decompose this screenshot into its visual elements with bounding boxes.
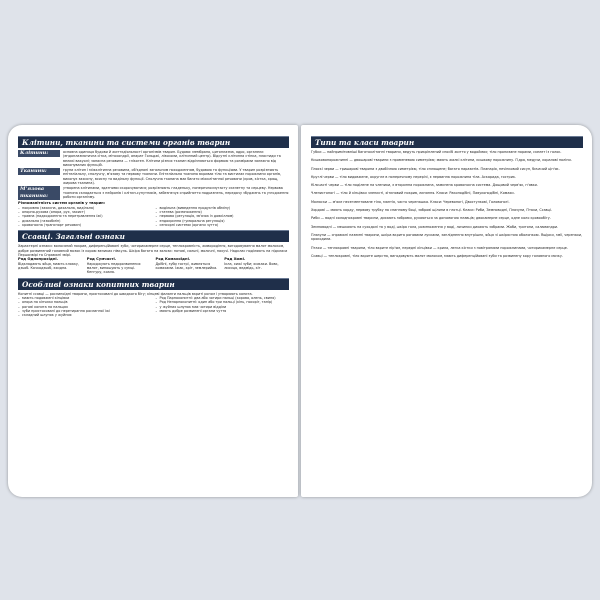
paragraph: Кільчасті черви — тіло поділене на членики, є вторинна порожнина, замкнена кровоносна система. Дощовий черв'як, п'явки. — [311, 183, 538, 188]
paragraph: Молюски — м'яке несегментоване тіло, мантія, часто черепашка. Класи: Черевоногі, Двостулкові, Головоногі. — [311, 199, 510, 204]
group-desc: Дрібні, зуби гострі, живляться комахами. Їжак, кріт, землерийка. — [155, 261, 218, 271]
hoofed-lists — [18, 296, 289, 317]
section-cells-tissues — [18, 136, 289, 227]
section-animal-types — [311, 136, 583, 258]
group-name: Ряд Хижі. — [224, 257, 246, 262]
section-title: Клітини, тканини та системи органів тварин — [18, 136, 289, 148]
list-item: – опорно-рухова (опора, рух, захист) — [18, 210, 152, 214]
list-item: – рогові копита на пальцях — [18, 305, 152, 309]
list-item: – мають добре розвинені органи чуття — [156, 309, 290, 313]
list-item: – дихальна (газообмін) — [18, 219, 152, 223]
group-desc: Ікла, хижі зуби; хижаки. Вовк, лисиця, ведмідь, кіт. — [224, 261, 279, 271]
section-mammals — [18, 230, 289, 274]
list-item: – Ряд Парнокопитні: два або чотири пальці (корова, олень, свиня) — [156, 296, 290, 300]
list-item: – покривна (захисна, дихальна, видільна) — [18, 206, 152, 210]
list-item: – Ряд Непарнокопитні: один або три пальці (кінь, носоріг, тапір) — [156, 300, 290, 304]
list-item: – опора на кінчики пальців — [18, 300, 152, 304]
group-name: Ряд Однопрохідні. — [18, 257, 59, 262]
systems-col-1 — [18, 206, 152, 227]
paragraph: Плазуни — справжні наземні тварини, шкіра вкрита роговими лусками, запліднення внутрішнє, яйця зі шкірястою оболонкою. Ящірки, змії, черепахи, крокодили. — [311, 232, 583, 242]
systems-label: Різноманітність систем органів у тварин: — [18, 201, 106, 206]
groups-grid — [18, 257, 289, 274]
paragraph: Губки — найпримітивніші багатоклітинні тварини, ведуть прикріплений спосіб життя у водоймах; тіло пронизане порами, скелет із голок. — [311, 150, 562, 154]
row-label: Клітини: — [18, 150, 60, 157]
paragraph: Земноводні — мешкають на суходолі та у воді, шкіра гола, розмноження у воді, личинки дихають зябрами. Жаби, тритони, саламандри. — [311, 224, 559, 229]
left-page — [8, 125, 298, 497]
group-item — [87, 257, 152, 274]
hoofed-col-1 — [18, 296, 152, 317]
hoofed-col-2 — [156, 296, 290, 317]
paragraph: Ссавці — теплокровні, тіло вкрите шерстю, вигодовують малят молоком, мають диференційовані зуби та розвинену кору головного мозку. — [311, 253, 563, 258]
info-row — [18, 150, 289, 167]
group-name: Ряд Комахоїдні. — [155, 257, 191, 262]
paragraph: Риби — водні холоднокровні тварини, дихають зябрами, рухаються за допомогою плавців; двокамерне серце, одне коло кровообігу. — [311, 216, 551, 221]
row-text: основна одиниця будови й життєдіяльності організмів тварин. Будова: мембрана, цитоплазма, ядро, органели (ендоплазматична сітка, мітохондрії, апарат Гольджі, лізосоми, клітинний центр). Відсутні клітинна стінка, пластиди та великі вакуолі; запасна речовина — глікоген. Клітини різних тканин відрізняються формою та розмірами залежно від виконуваних функцій. — [63, 150, 281, 167]
list-item: – мають подовжені кінцівки — [18, 296, 152, 300]
group-desc: Відкладають яйця, мають клоаку, дзьоб. Качкодзьоб, єхидна. — [18, 261, 80, 271]
paragraph: Членистоногі — тіло й кінцівки членисті, хітиновий покрив, линяння. Класи: Ракоподібні, Павукоподібні, Комахи. — [311, 191, 515, 196]
list-item: – сенсорні системи (органи чуття) — [156, 223, 290, 227]
paragraph: Кишковопорожнинні — двошарові тварини з променевою симетрією; мають жалкі клітини, кишкову порожнину. Гідра, медузи, коралові поліпи. — [311, 158, 572, 163]
list-item: – у жуйних шлунок має чотири відділи — [156, 305, 290, 309]
group-name: Ряд Сумчасті. — [86, 257, 117, 262]
right-page — [301, 125, 592, 497]
group-item — [224, 257, 289, 274]
info-row — [18, 186, 289, 200]
row-label: Тканини: — [18, 168, 60, 175]
list-item: – складний шлунок у жуйних — [18, 313, 152, 317]
systems-lists — [18, 206, 289, 227]
list-item: – травна (надходження та перетравлення їжі) — [18, 214, 152, 218]
list-item: – статева (розмноження) — [156, 210, 290, 214]
group-item — [156, 257, 221, 274]
section-text: Характерні ознаки: волосяний покрив, диференційовані зуби, чотирикамерне серце, теплокровність, живородіння, вигодовування малят молоком, добре розвинений головний мозок із корою великих півкуль. Шкіра багата на залози: потові, сальні, молочні, пахучі. Надклас поділяють на підкласи Першозвірі та Справжні звірі. — [18, 244, 288, 257]
list-item: – видільна (виведення продуктів обміну) — [156, 206, 290, 210]
paragraph: Плоскі черви — тришарові тварини з двобічною симетрією, тіло сплющене; багато паразитів. Планарія, печінковий сисун, бичачий ціп'як. — [311, 166, 560, 171]
systems-col-2 — [156, 206, 290, 227]
section-title: Особливі ознаки копитних тварин — [18, 278, 289, 290]
section-title: Типи та класи тварин — [311, 136, 583, 148]
paragraph: Круглі черви — тіло видовжене, округле в поперечному перерізі, є первинна порожнина тіла. Аскарида, гострик. — [311, 174, 517, 179]
section-hoofed — [18, 278, 289, 318]
row-text: утворена клітинами, здатними скорочуватися; розрізняють гладеньку, поперечносмугасту скелетну та серцеву. Нервова тканина складається з нейронів і клітин-супутників, забезпечує сприйняття подразнень, передачу збуджень та узгодження роботи організму. — [63, 186, 289, 199]
list-item: – нервова (регуляція, зв'язок із довкіллям) — [156, 214, 290, 218]
info-row — [18, 168, 289, 185]
list-item: – зуби пристосовані до перетирання рослинної їжі — [18, 309, 152, 313]
list-item: – кровоносна (транспорт речовин) — [18, 223, 152, 227]
row-label: М'язова тканина: — [18, 186, 60, 200]
section-intro: Копитні ссавці — рослиноїдні тварини, пристосовані до швидкого бігу; кінцеві фаланги пальців вкриті рогом і утворюють копита. — [18, 291, 253, 296]
paragraph: Птахи — теплокровні тварини, тіло вкрите пір'ям, передні кінцівки — крила, легка кістки з повітряними порожнинами, чотирикамерне серце. — [311, 245, 568, 250]
types-text — [311, 150, 583, 258]
paragraph: Хордові — мають хорду, нервову трубку на спинному боці, зяброві щілини в глотці. Класи: Риби, Земноводні, Плазуни, Птахи, Ссавці. — [311, 208, 553, 213]
section-title: Ссавці. Загальні ознаки — [18, 230, 289, 242]
list-item: – ендокринна (гуморальна регуляція) — [156, 219, 290, 223]
group-item — [18, 257, 83, 274]
group-desc: Народжують недорозвинених малят, виношують у сумці. Кенгуру, коала. — [86, 261, 141, 275]
row-text: групи клітин і міжклітинна речовина, об'єднані загальним походженням, будовою та функціями. У тварин розрізняють епітеліальну, сполучну, м'язову та нервову тканини. Епітеліальна тканина вкриває тіло та вистилає порожнини органів, виконує захисну, всисну та видільну функції. Сполучна тканина має багато міжклітинної речовини (кров, кістка, хрящ, жирова тканина). — [63, 168, 282, 186]
